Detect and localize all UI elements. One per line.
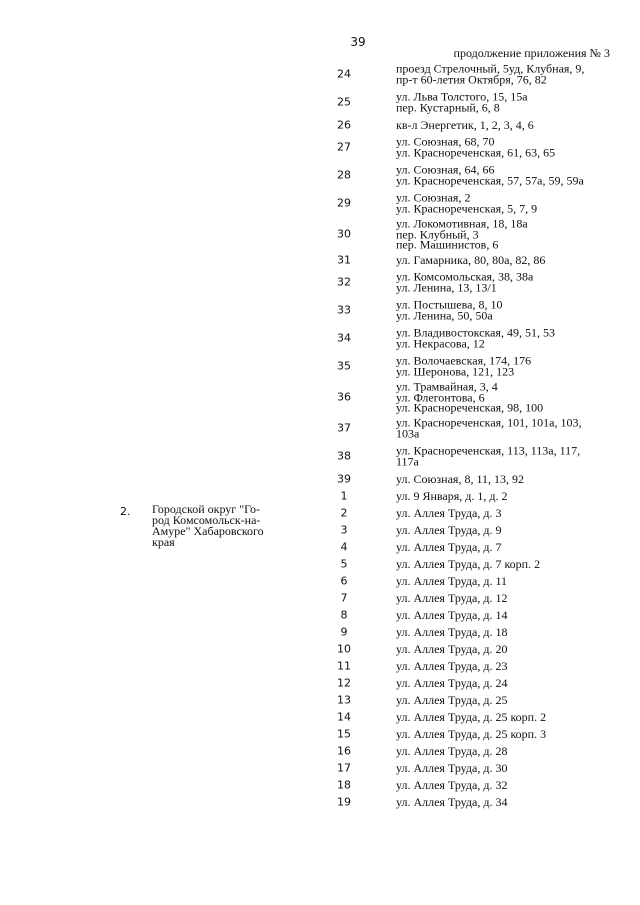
row-address [396,609,616,620]
row-address [396,779,616,790]
address-line: пр-т 60-летия Октября, 76, 82 [396,72,547,86]
row-number: 4 [340,540,348,553]
table-row [0,380,640,414]
table-row [0,691,640,708]
address-line: 103а [396,426,420,440]
row-number: 33 [337,303,351,317]
address-line: ул. Трамвайная, 3, 4 [396,379,498,394]
row-number: 15 [337,727,351,740]
address-line: кв-л Энергетик, 1, 2, 3, 4, 6 [396,117,534,132]
address-line: ул. Краснореченская, 57, 57а, 59, 59а [396,173,584,187]
row-address [396,353,616,378]
address-line: ул. Аллея Труда, д. 32 [396,777,508,792]
row-address [396,592,616,603]
table-row [0,606,640,623]
row-address [396,269,616,294]
address-line: ул. Аллея Труда, д. 30 [396,760,508,775]
address-line: ул. Союзная, 8, 11, 13, 92 [396,471,524,486]
row-address [396,119,616,130]
continuation-label: продолжение приложения № 3 [453,46,610,60]
table-row [0,414,640,442]
address-line: ул. Аллея Труда, д. 20 [396,641,508,656]
row-number: 32 [337,275,351,289]
table-row [0,589,640,606]
row-number: 6 [340,574,348,587]
row-number: 16 [337,744,351,757]
table-row [0,268,640,296]
row-address [396,796,616,807]
address-line: ул. Аллея Труда, д. 9 [396,522,502,537]
table-row [0,521,640,538]
row-address [396,61,616,86]
address-line: ул. Постышева, 8, 10 [396,297,503,312]
table-row [0,133,640,161]
table-row [0,251,640,268]
row-number: 5 [340,557,348,570]
address-line: ул. Краснореченская, 5, 7, 9 [396,201,538,215]
table-row [0,470,640,487]
address-line: ул. Некрасова, 12 [396,336,485,350]
address-line: ул. Аллея Труда, д. 12 [396,590,508,605]
address-line: ул. Локомотивная, 18, 18а [396,216,528,231]
row-number: 39 [337,472,351,485]
table-row [0,623,640,640]
address-line: ул. Аллея Труда, д. 28 [396,743,508,758]
row-address [396,762,616,773]
row-address [396,524,616,535]
address-line: ул. Аллея Труда, д. 23 [396,658,508,673]
address-line: ул. Краснореченская, 113, 113а, 117, [396,443,581,458]
row-number: 17 [337,761,351,774]
row-number: 35 [337,359,351,373]
table-row [0,674,640,691]
section-name: Городской округ "Го- род Комсомольск-на- Амуре" Хабаровского края [152,502,264,549]
address-line: пер. Кустарный, 6, 8 [396,100,500,114]
row-address [396,507,616,518]
row-number: 31 [337,253,351,266]
address-line: ул. Краснореченская, 61, 63, 65 [396,145,556,159]
row-address [396,218,616,250]
address-line: ул. Аллея Труда, д. 7 корп. 2 [396,556,541,571]
section-number: 2. [120,505,131,518]
row-number: 8 [340,608,348,621]
address-line: ул. Аллея Труда, д. 3 [396,505,502,520]
table-row [0,776,640,793]
address-table [0,60,640,810]
address-line: ул. Льва Толстого, 15, 15а [396,89,528,104]
row-number: 29 [337,196,351,210]
address-line: ул. Шеронова, 121, 123 [396,364,515,378]
table-row [0,793,640,810]
row-address [396,415,616,440]
table-row [0,217,640,251]
row-address [396,89,616,114]
table-row [0,657,640,674]
row-address [396,660,616,671]
table-row [0,60,640,88]
row-address [396,728,616,739]
address-line: ул. Аллея Труда, д. 11 [396,573,507,588]
row-number: 3 [340,523,348,536]
table-row [0,88,640,116]
address-line: ул. Аллея Труда, д. 25 корп. 3 [396,726,547,741]
row-address [396,541,616,552]
row-number: 11 [337,659,351,672]
row-address [396,162,616,187]
address-line: ул. Краснореченская, 101, 101а, 103, [396,415,582,430]
table-row [0,759,640,776]
table-row [0,708,640,725]
row-address [396,643,616,654]
row-address [396,575,616,586]
row-number: 26 [337,118,351,131]
address-line: ул. Владивостокская, 49, 51, 53 [396,325,555,340]
address-line: пер. Машинистов, 6 [396,237,499,252]
address-line: проезд Стрелочный, 5уд, Клубная, 9, [396,61,585,76]
row-number: 2 [340,506,348,519]
table-row [0,504,640,521]
address-line: ул. Ленина, 13, 13/1 [396,280,497,294]
row-number: 12 [337,676,351,689]
row-number: 7 [340,591,348,604]
row-number: 34 [337,331,351,345]
address-line: ул. Союзная, 2 [396,190,471,205]
address-line: ул. Союзная, 68, 70 [396,134,495,149]
row-number: 27 [337,140,351,154]
row-number: 28 [337,168,351,182]
address-line: ул. 9 Января, д. 1, д. 2 [396,488,508,503]
row-number: 24 [337,67,351,81]
row-number: 38 [337,449,351,463]
row-number: 37 [337,421,351,435]
row-address [396,694,616,705]
table-row [0,487,640,504]
row-number: 14 [337,710,351,723]
table-row [0,442,640,470]
address-line: ул. Аллея Труда, д. 25 [396,692,508,707]
row-address [396,677,616,688]
table-row [0,555,640,572]
row-address [396,473,616,484]
table-row [0,324,640,352]
table-row [0,296,640,324]
table-row [0,725,640,742]
address-line: ул. Волочаевская, 174, 176 [396,353,532,368]
row-address [396,490,616,501]
address-line: ул. Аллея Труда, д. 25 корп. 2 [396,709,547,724]
address-line: 117а [396,454,419,468]
address-line: ул. Союзная, 64, 66 [396,162,495,177]
row-address [396,711,616,722]
page-number: 39 [350,35,366,49]
row-address [396,443,616,468]
address-line: пер. Клубный, 3 [396,226,479,241]
row-address [396,325,616,350]
row-number: 19 [337,795,351,808]
address-line: ул. Аллея Труда, д. 14 [396,607,508,622]
address-line: ул. Аллея Труда, д. 24 [396,675,508,690]
table-row [0,189,640,217]
row-number: 25 [337,95,351,109]
table-row [0,161,640,189]
address-line: ул. Ленина, 50, 50а [396,308,493,322]
row-number: 10 [337,642,351,655]
row-number: 13 [337,693,351,706]
address-line: ул. Аллея Труда, д. 18 [396,624,508,639]
row-address [396,254,616,265]
address-line: ул. Флегонтова, 6 [396,389,485,404]
table-row [0,572,640,589]
row-address [396,190,616,215]
row-number: 18 [337,778,351,791]
table-row [0,640,640,657]
row-address [396,745,616,756]
table-row [0,116,640,133]
row-number: 1 [340,489,348,502]
address-line: ул. Краснореченская, 98, 100 [396,400,544,415]
table-row [0,538,640,555]
table-row [0,352,640,380]
address-line: ул. Аллея Труда, д. 34 [396,794,508,809]
row-number: 36 [337,390,351,404]
row-address [396,381,616,413]
row-number: 9 [340,625,348,638]
row-number: 30 [337,227,351,241]
row-address [396,134,616,159]
address-line: ул. Аллея Труда, д. 7 [396,539,502,554]
table-row [0,742,640,759]
row-address [396,626,616,637]
address-line: ул. Комсомольская, 38, 38а [396,269,534,284]
row-address [396,558,616,569]
row-address [396,297,616,322]
address-line: ул. Гамарника, 80, 80а, 82, 86 [396,252,546,267]
